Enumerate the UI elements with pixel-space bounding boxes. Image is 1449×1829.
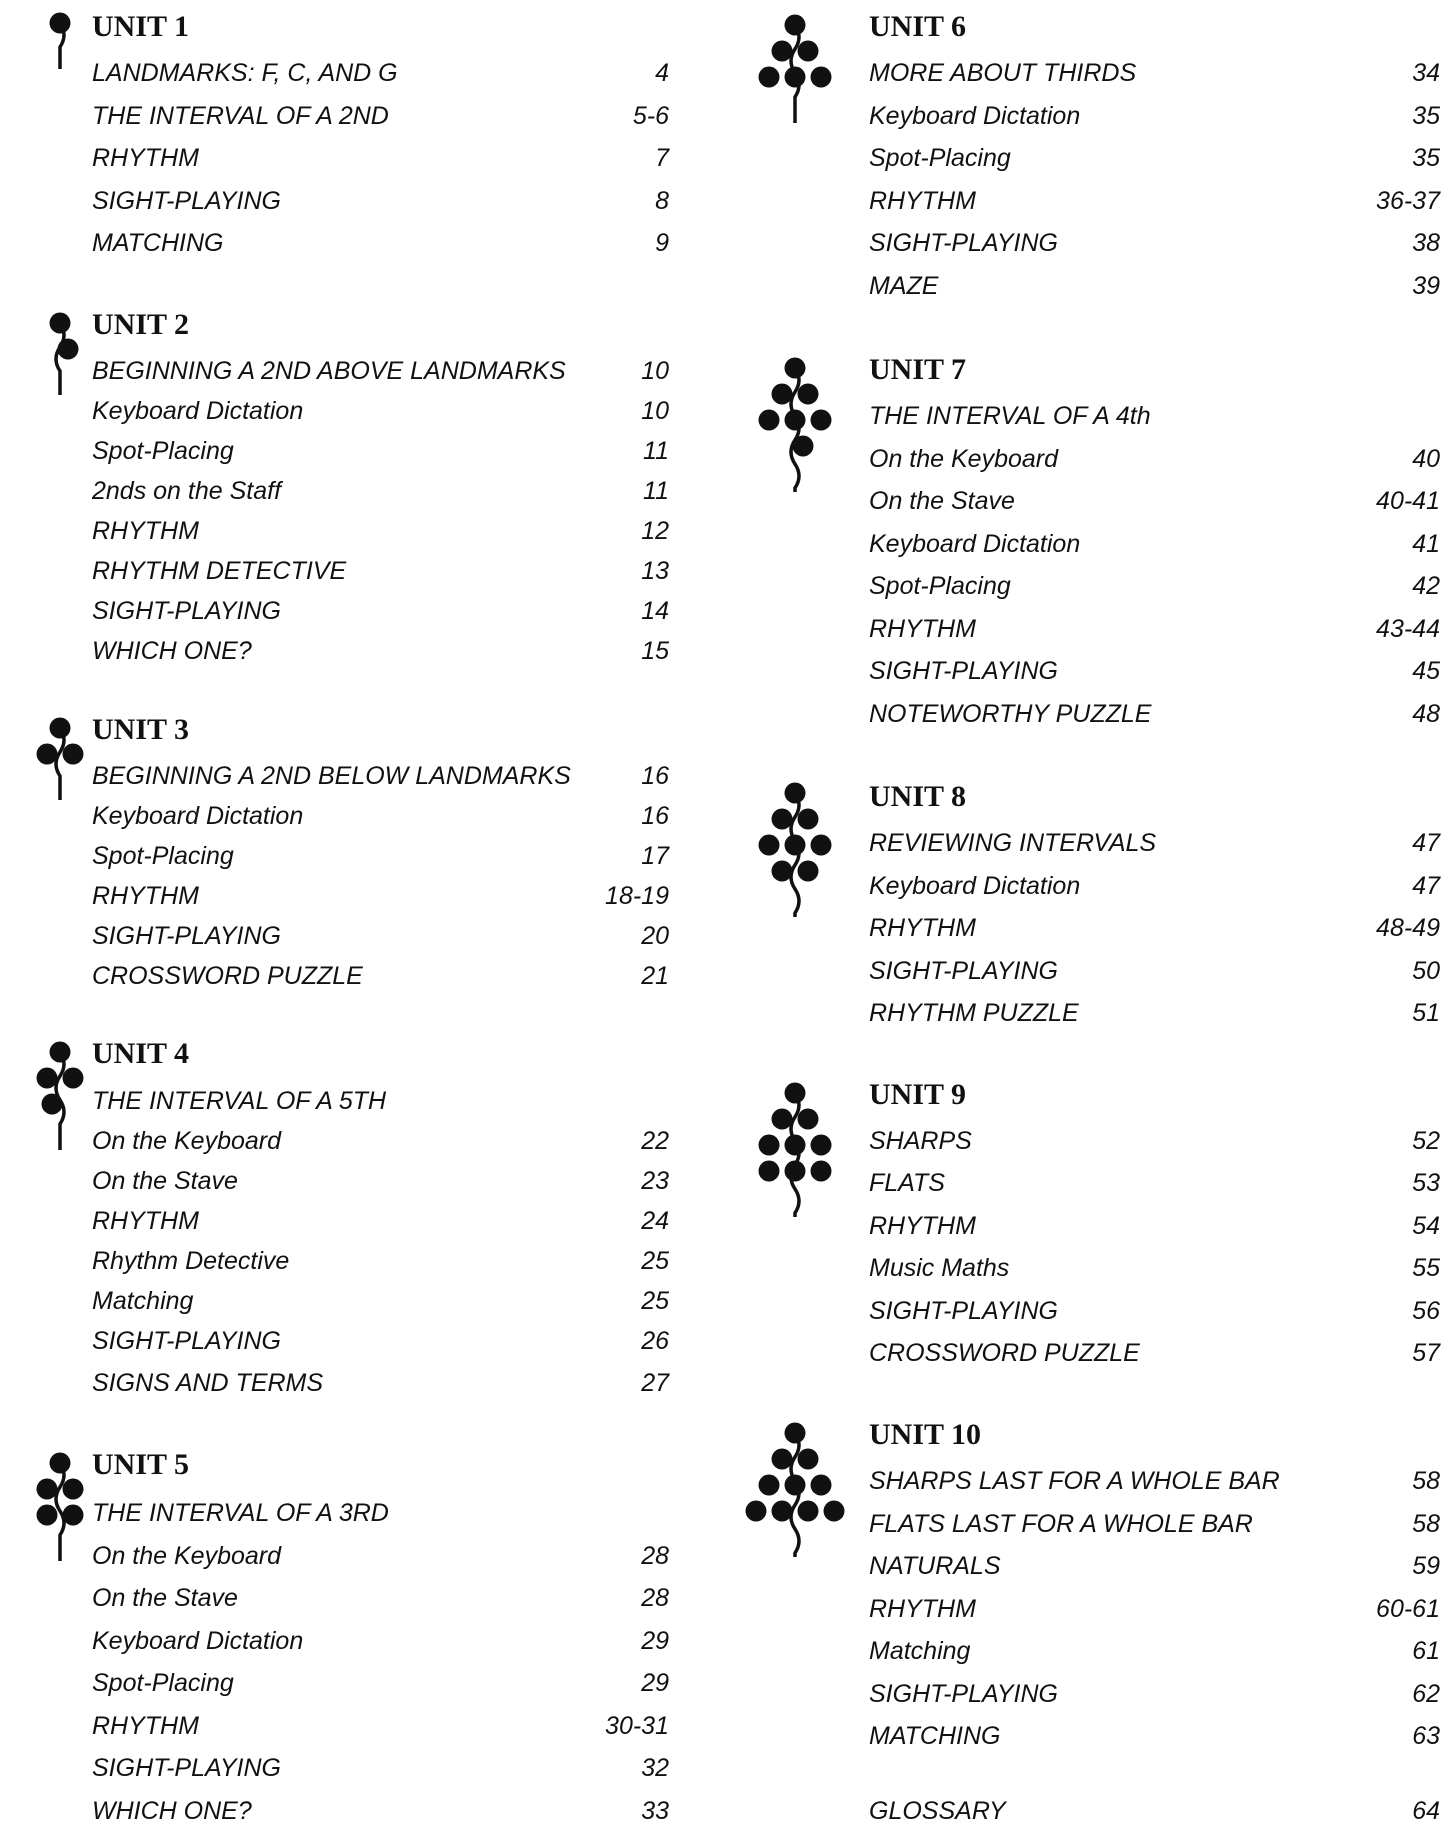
entry-page-number: 7 (655, 144, 669, 172)
entry-page-number: 40-41 (1376, 487, 1440, 515)
note-dot (785, 1423, 806, 1444)
toc-entry[interactable] (92, 593, 669, 629)
entry-label: Spot-Placing (92, 842, 234, 870)
entry-label: FLATS LAST FOR A WHOLE BAR (869, 1510, 1253, 1538)
note-dot (811, 835, 832, 856)
entry-label: 2nds on the Staff (92, 477, 282, 505)
toc-entry[interactable] (869, 825, 1440, 861)
note-tree-icon (735, 778, 855, 924)
entry-page-number: 32 (641, 1754, 669, 1782)
toc-entry[interactable] (869, 953, 1440, 989)
toc-entry[interactable] (869, 225, 1440, 261)
entry-label: RHYTHM (92, 1712, 199, 1740)
entry-label: SIGHT-PLAYING (92, 597, 281, 625)
entry-label: SHARPS (869, 1127, 972, 1155)
toc-entry[interactable] (869, 1165, 1440, 1201)
entry-page-number: 39 (1412, 272, 1440, 300)
entry-page-number: 26 (641, 1327, 669, 1355)
unit-title: UNIT 8 (869, 780, 966, 813)
toc-entry[interactable] (92, 798, 669, 834)
toc-entry[interactable] (92, 1203, 669, 1239)
entry-page-number: 28 (641, 1584, 669, 1612)
note-dot (772, 1449, 793, 1470)
entry-label: SHARPS LAST FOR A WHOLE BAR (869, 1467, 1280, 1495)
toc-entry[interactable] (869, 98, 1440, 134)
toc-entry[interactable] (92, 553, 669, 589)
note-dot (63, 744, 84, 765)
entry-label: On the Keyboard (92, 1127, 282, 1155)
entry-page-number: 24 (641, 1207, 669, 1235)
entry-page-number: 55 (1412, 1254, 1440, 1282)
unit-title: UNIT 6 (869, 10, 966, 43)
entry-page-number: 53 (1412, 1169, 1440, 1197)
entry-page-number: 11 (643, 477, 669, 505)
entry-page-number: 45 (1412, 657, 1440, 685)
toc-entry[interactable] (869, 140, 1440, 176)
entry-page-number: 58 (1412, 1467, 1440, 1495)
note-dot (785, 410, 806, 431)
entry-page-number: 22 (641, 1127, 669, 1155)
entry-page-number: 8 (655, 187, 669, 215)
entry-label: MATCHING (92, 229, 224, 257)
unit-title: UNIT 4 (92, 1037, 189, 1070)
toc-entry[interactable] (92, 473, 669, 509)
entry-page-number: 61 (1412, 1637, 1440, 1665)
toc-entry[interactable] (92, 513, 669, 549)
entry-label: WHICH ONE? (92, 637, 252, 665)
note-dot (63, 1068, 84, 1089)
note-dot (759, 1475, 780, 1496)
entry-label: THE INTERVAL OF A 3RD (92, 1499, 389, 1527)
toc-entry[interactable] (869, 268, 1440, 304)
entry-page-number: 28 (641, 1542, 669, 1570)
entry-label: On the Stave (869, 487, 1015, 515)
toc-entry[interactable] (869, 1335, 1440, 1371)
toc-entry[interactable] (92, 878, 669, 914)
toc-entry[interactable] (92, 225, 669, 261)
toc-entry[interactable] (869, 910, 1440, 946)
toc-entry[interactable] (869, 995, 1440, 1031)
entry-page-number: 15 (641, 637, 669, 665)
entry-label: RHYTHM PUZZLE (869, 999, 1079, 1027)
entry-page-number: 35 (1412, 102, 1440, 130)
toc-entry[interactable] (869, 653, 1440, 689)
toc-entry[interactable] (869, 868, 1440, 904)
toc-entry[interactable] (92, 1123, 669, 1159)
toc-entry[interactable] (92, 918, 669, 954)
toc-entry[interactable] (869, 1718, 1440, 1754)
note-dot (63, 1505, 84, 1526)
entry-page-number: 57 (1412, 1339, 1440, 1367)
entry-page-number: 40 (1412, 445, 1440, 473)
note-tree-icon (735, 1078, 855, 1224)
entry-page-number: 25 (641, 1247, 669, 1275)
note-dot (772, 384, 793, 405)
entry-page-number: 48 (1412, 700, 1440, 728)
entry-label: On the Keyboard (92, 1542, 282, 1570)
toc-entry[interactable] (92, 98, 669, 134)
entry-page-number: 12 (641, 517, 669, 545)
note-dot (785, 835, 806, 856)
note-dot (811, 67, 832, 88)
note-dot (798, 1501, 819, 1522)
toc-entry[interactable] (869, 183, 1440, 219)
note-dot (50, 313, 71, 334)
toc-entry[interactable] (869, 611, 1440, 647)
entry-label: BEGINNING A 2ND BELOW LANDMARKS (92, 762, 571, 790)
toc-entry[interactable] (869, 441, 1440, 477)
toc-entry[interactable] (92, 838, 669, 874)
entry-label: SIGHT-PLAYING (92, 1327, 281, 1355)
entry-page-number: 25 (641, 1287, 669, 1315)
note-dot (811, 410, 832, 431)
toc-entry[interactable] (92, 55, 669, 91)
entry-page-number: 30-31 (605, 1712, 669, 1740)
entry-label: THE INTERVAL OF A 4th (869, 402, 1151, 430)
entry-page-number: 41 (1412, 530, 1440, 558)
note-dot (37, 1479, 58, 1500)
note-dot (50, 718, 71, 739)
note-dot (746, 1501, 767, 1522)
entry-label: RHYTHM (92, 144, 199, 172)
entry-page-number: 34 (1412, 59, 1440, 87)
entry-page-number: 16 (641, 802, 669, 830)
note-tree-icon (735, 10, 855, 130)
entry-page-number: 63 (1412, 1722, 1440, 1750)
note-dot (759, 67, 780, 88)
toc-entry[interactable] (869, 483, 1440, 519)
entry-page-number: 29 (641, 1669, 669, 1697)
toc-entry[interactable] (92, 1708, 669, 1744)
note-dot (785, 783, 806, 804)
stem-line (56, 728, 64, 800)
note-dot (37, 1068, 58, 1089)
toc-entry[interactable] (92, 1163, 669, 1199)
entry-page-number: 16 (641, 762, 669, 790)
toc-entry[interactable] (92, 183, 669, 219)
unit-title: UNIT 10 (869, 1418, 981, 1451)
entry-label: Spot-Placing (869, 144, 1011, 172)
entry-page-number: 9 (655, 229, 669, 257)
toc-entry[interactable] (92, 433, 669, 469)
toc-entry[interactable] (92, 1323, 669, 1359)
toc-entry[interactable] (869, 1548, 1440, 1584)
note-dot (37, 744, 58, 765)
entry-page-number: 48-49 (1376, 914, 1440, 942)
toc-entry[interactable] (92, 1083, 669, 1119)
entry-label: LANDMARKS: F, C, AND G (92, 59, 398, 87)
entry-label: Keyboard Dictation (92, 802, 304, 830)
entry-label: RHYTHM (92, 517, 199, 545)
toc-entry[interactable] (92, 1365, 669, 1401)
entry-label: SIGHT-PLAYING (869, 957, 1058, 985)
note-dot (785, 1161, 806, 1182)
entry-label: WHICH ONE? (92, 1797, 252, 1825)
toc-entry[interactable] (869, 1123, 1440, 1159)
toc-entry[interactable] (869, 1463, 1440, 1499)
unit-title: UNIT 3 (92, 713, 189, 746)
stem-line (56, 1463, 64, 1561)
note-dot (772, 1501, 793, 1522)
note-dot (785, 67, 806, 88)
entry-label: CROSSWORD PUZZLE (92, 962, 363, 990)
entry-label: RHYTHM (92, 882, 199, 910)
entry-label: SIGHT-PLAYING (869, 657, 1058, 685)
note-dot (58, 339, 79, 360)
note-dot (798, 384, 819, 405)
entry-label: Keyboard Dictation (869, 102, 1081, 130)
entry-page-number: 35 (1412, 144, 1440, 172)
entry-page-number: 18-19 (605, 882, 669, 910)
note-dot (793, 436, 814, 457)
entry-label: Spot-Placing (92, 1669, 234, 1697)
toc-entry[interactable] (869, 526, 1440, 562)
entry-label: On the Stave (92, 1167, 238, 1195)
note-dot (785, 1475, 806, 1496)
entry-page-number: 33 (641, 1797, 669, 1825)
unit-title: UNIT 9 (869, 1078, 966, 1111)
unit-title: UNIT 1 (92, 10, 189, 43)
entry-label: CROSSWORD PUZZLE (869, 1339, 1140, 1367)
toc-entry[interactable] (92, 353, 669, 389)
unit-title: UNIT 7 (869, 353, 966, 386)
entry-page-number: 54 (1412, 1212, 1440, 1240)
entry-label: SIGHT-PLAYING (92, 1754, 281, 1782)
entry-label: Spot-Placing (869, 572, 1011, 600)
entry-label: MAZE (869, 272, 939, 300)
entry-label: Matching (869, 1637, 971, 1665)
entry-page-number: 64 (1412, 1797, 1440, 1825)
entry-label: THE INTERVAL OF A 5TH (92, 1087, 387, 1115)
entry-label: Keyboard Dictation (869, 530, 1081, 558)
entry-label: On the Stave (92, 1584, 238, 1612)
toc-entry[interactable] (869, 1250, 1440, 1286)
entry-page-number: 52 (1412, 1127, 1440, 1155)
entry-page-number: 58 (1412, 1510, 1440, 1538)
note-dot (759, 835, 780, 856)
note-dot (63, 1479, 84, 1500)
note-dot (759, 1161, 780, 1182)
entry-label: NATURALS (869, 1552, 1001, 1580)
entry-label: Rhythm Detective (92, 1247, 290, 1275)
toc-entry[interactable] (869, 398, 1440, 434)
toc-entry[interactable] (92, 1243, 669, 1279)
note-dot (37, 1505, 58, 1526)
entry-label: RHYTHM (869, 914, 976, 942)
note-dot (759, 1135, 780, 1156)
note-dot (785, 1083, 806, 1104)
entry-label: Keyboard Dictation (92, 397, 304, 425)
entry-page-number: 56 (1412, 1297, 1440, 1325)
stem-line (56, 323, 64, 395)
note-dot (42, 1094, 63, 1115)
note-dot (785, 358, 806, 379)
note-dot (50, 13, 71, 34)
entry-page-number: 62 (1412, 1680, 1440, 1708)
entry-label: On the Keyboard (869, 445, 1059, 473)
entry-page-number: 21 (641, 962, 669, 990)
entry-page-number: 29 (641, 1627, 669, 1655)
entry-label: REVIEWING INTERVALS (869, 829, 1157, 857)
entry-page-number: 51 (1412, 999, 1440, 1027)
entry-label: RHYTHM (869, 615, 976, 643)
entry-label: Spot-Placing (92, 437, 234, 465)
toc-entry[interactable] (92, 1750, 669, 1786)
toc-entry[interactable] (92, 1580, 669, 1616)
note-dot (798, 1449, 819, 1470)
note-dot (785, 15, 806, 36)
entry-page-number: 50 (1412, 957, 1440, 985)
entry-label: RHYTHM (869, 1595, 976, 1623)
entry-label: FLATS (869, 1169, 945, 1197)
note-dot (824, 1501, 845, 1522)
toc-entry[interactable] (92, 1623, 669, 1659)
toc-entry[interactable] (92, 140, 669, 176)
entry-label: SIGNS AND TERMS (92, 1369, 324, 1397)
toc-entry[interactable] (869, 696, 1440, 732)
note-dot (772, 41, 793, 62)
entry-page-number: 10 (641, 397, 669, 425)
entry-label: NOTEWORTHY PUZZLE (869, 700, 1152, 728)
note-dot (772, 861, 793, 882)
entry-page-number: 4 (655, 59, 669, 87)
entry-label: RHYTHM (869, 1212, 976, 1240)
entry-label: MORE ABOUT THIRDS (869, 59, 1137, 87)
unit-title: UNIT 5 (92, 1448, 189, 1481)
toc-entry[interactable] (869, 1293, 1440, 1329)
entry-label: Keyboard Dictation (92, 1627, 304, 1655)
entry-label: THE INTERVAL OF A 2ND (92, 102, 389, 130)
toc-entry[interactable] (869, 1591, 1440, 1627)
note-dot (798, 861, 819, 882)
toc-entry[interactable] (92, 1538, 669, 1574)
note-dot (798, 41, 819, 62)
entry-page-number: 38 (1412, 229, 1440, 257)
entry-page-number: 27 (641, 1369, 669, 1397)
toc-entry[interactable] (92, 758, 669, 794)
entry-page-number: 14 (641, 597, 669, 625)
entry-label: Keyboard Dictation (869, 872, 1081, 900)
toc-entry[interactable] (92, 1283, 669, 1319)
entry-label: SIGHT-PLAYING (92, 922, 281, 950)
toc-entry[interactable] (869, 1506, 1440, 1542)
entry-label: Music Maths (869, 1254, 1010, 1282)
note-dot (798, 809, 819, 830)
entry-page-number: 5-6 (632, 102, 669, 130)
toc-entry[interactable] (92, 393, 669, 429)
note-dot (50, 1453, 71, 1474)
entry-label: GLOSSARY (869, 1797, 1006, 1825)
entry-label: MATCHING (869, 1722, 1001, 1750)
toc-entry[interactable] (92, 1665, 669, 1701)
toc-entry[interactable] (869, 55, 1440, 91)
entry-label: RHYTHM (92, 1207, 199, 1235)
note-dot (759, 410, 780, 431)
entry-page-number: 11 (643, 437, 669, 465)
entry-label: RHYTHM DETECTIVE (92, 557, 347, 585)
entry-page-number: 23 (641, 1167, 669, 1195)
toc-entry[interactable] (869, 1676, 1440, 1712)
toc-entry[interactable] (92, 1495, 669, 1531)
note-dot (772, 809, 793, 830)
note-dot (811, 1135, 832, 1156)
toc-entry[interactable] (869, 568, 1440, 604)
note-dot (811, 1475, 832, 1496)
entry-label: BEGINNING A 2ND ABOVE LANDMARKS (92, 357, 566, 385)
unit-title: UNIT 2 (92, 308, 189, 341)
entry-page-number: 36-37 (1376, 187, 1440, 215)
toc-entry[interactable] (869, 1633, 1440, 1669)
entry-label: RHYTHM (869, 187, 976, 215)
note-dot (785, 1135, 806, 1156)
note-dot (772, 1109, 793, 1130)
entry-page-number: 60-61 (1376, 1595, 1440, 1623)
toc-entry[interactable] (869, 1208, 1440, 1244)
toc-entry[interactable] (92, 633, 669, 669)
entry-page-number: 43-44 (1376, 615, 1440, 643)
entry-page-number: 47 (1412, 829, 1440, 857)
entry-page-number: 10 (641, 357, 669, 385)
entry-page-number: 47 (1412, 872, 1440, 900)
note-dot (811, 1161, 832, 1182)
note-dot (798, 1109, 819, 1130)
entry-label: SIGHT-PLAYING (92, 187, 281, 215)
note-dot (50, 1042, 71, 1063)
note-tree-icon (735, 353, 855, 499)
entry-page-number: 20 (641, 922, 669, 950)
entry-label: SIGHT-PLAYING (869, 1680, 1058, 1708)
entry-page-number: 17 (641, 842, 669, 870)
toc-entry[interactable] (92, 958, 669, 994)
entry-label: SIGHT-PLAYING (869, 229, 1058, 257)
entry-label: Matching (92, 1287, 194, 1315)
entry-page-number: 59 (1412, 1552, 1440, 1580)
entry-label: SIGHT-PLAYING (869, 1297, 1058, 1325)
note-tree-icon (735, 1418, 855, 1564)
entry-page-number: 42 (1412, 572, 1440, 600)
entry-page-number: 13 (641, 557, 669, 585)
